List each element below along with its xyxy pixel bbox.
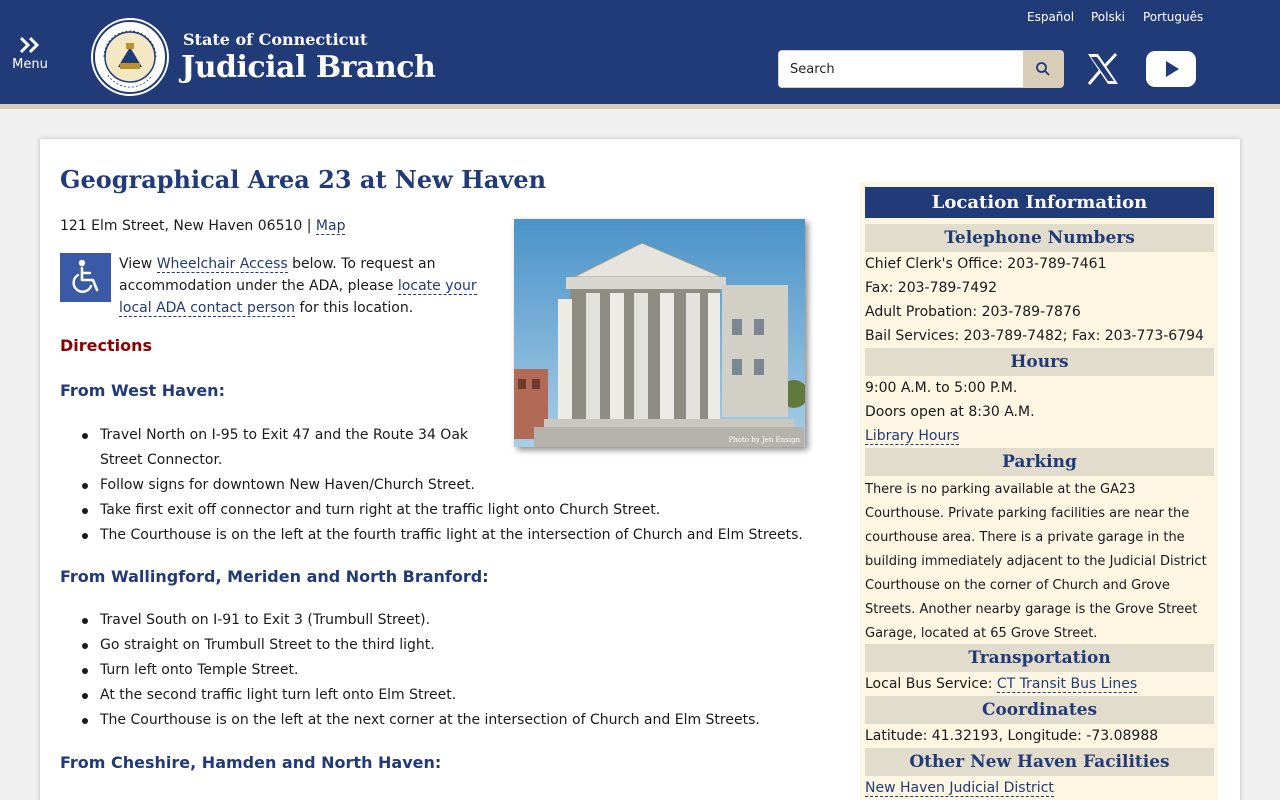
location-info-title: Location Information	[865, 187, 1214, 218]
hours-heading: Hours	[865, 348, 1214, 376]
youtube-icon[interactable]	[1146, 51, 1196, 87]
route-step: Take first exit off connector and turn right at the traffic light onto Church Street.	[60, 498, 820, 523]
parking-heading: Parking	[865, 448, 1214, 476]
ada-view-text: View	[119, 256, 153, 272]
route-step: Go straight on Trumbull Street to the third light.	[60, 633, 820, 658]
photo-credit: Photo by Jen Ensign	[728, 436, 800, 444]
library-hours-link[interactable]: Library Hours	[865, 428, 960, 444]
search-button[interactable]	[1023, 51, 1063, 87]
address-text: 121 Elm Street, New Haven 06510 |	[60, 218, 312, 234]
ada-end-text: for this location.	[299, 300, 414, 316]
lang-portugues-link[interactable]: Português	[1143, 10, 1204, 24]
courthouse-photo	[514, 219, 805, 447]
route-steps	[60, 423, 500, 473]
ada-mid-text: below. To request an accommodation under the ADA, please	[119, 256, 436, 294]
double-chevron-right-icon	[10, 34, 50, 56]
header-stripe	[0, 104, 1280, 109]
bus-service-label: Local Bus Service:	[865, 676, 993, 692]
search-box	[778, 50, 1064, 88]
brand-subtitle[interactable]: State of Connecticut	[183, 30, 368, 49]
phone-line: Bail Services: 203-789-7482; Fax: 203-773-6794	[865, 328, 1204, 344]
library-hours-line	[865, 428, 959, 444]
telephone-heading: Telephone Numbers	[865, 224, 1214, 252]
transportation-line	[865, 676, 1137, 692]
menu-button[interactable]	[10, 34, 50, 76]
other-facilities-heading: Other New Haven Facilities	[865, 748, 1214, 776]
map-link[interactable]: Map	[315, 218, 346, 234]
coordinates-heading: Coordinates	[865, 696, 1214, 724]
x-icon[interactable]	[1085, 52, 1121, 86]
route-heading: From Wallingford, Meriden and North Branford:	[60, 567, 489, 586]
ada-contact-link[interactable]: locate your local ADA contact person	[119, 278, 477, 316]
page-title: Geographical Area 23 at New Haven	[60, 165, 547, 194]
state-seal-logo[interactable]	[90, 17, 170, 97]
directions-heading: Directions	[60, 336, 153, 355]
parking-text: There is no parking available at the GA23 Courthouse. Private parking facilities are near the courthouse area. There is a private garage in the building immediately adjacent to the Judicial District Courthouse on the corner of Church and Grove Streets. Another nearby garage is the Grove Street Garage, located at 65 Grove Street.	[865, 482, 1207, 641]
brand-title[interactable]: Judicial Branch	[181, 50, 436, 85]
menu-label: Menu	[12, 57, 48, 72]
transportation-heading: Transportation	[865, 644, 1214, 672]
search-icon	[1035, 61, 1051, 77]
other-facilities-line	[865, 780, 1054, 796]
route-step: Turn left onto Temple Street.	[60, 658, 820, 683]
route-heading: From West Haven:	[60, 381, 225, 400]
hours-line: 9:00 A.M. to 5:00 P.M.	[865, 380, 1018, 396]
wheelchair-icon	[60, 253, 111, 302]
phone-line: Chief Clerk's Office: 203-789-7461	[865, 256, 1107, 272]
route-step: The Courthouse is on the left at the next corner at the intersection of Church and Elm Streets.	[60, 708, 820, 733]
route-step: Follow signs for downtown New Haven/Church Street.	[60, 473, 820, 498]
coordinates-text: Latitude: 41.32193, Longitude: -73.08988	[865, 728, 1159, 744]
ada-notice	[119, 253, 509, 319]
route-step: Travel South on I-91 to Exit 3 (Trumbull Street).	[60, 608, 820, 633]
search-input[interactable]	[779, 51, 1025, 87]
route-step: At the second traffic light turn left onto Elm Street.	[60, 683, 820, 708]
new-haven-jd-link[interactable]: New Haven Judicial District	[865, 780, 1054, 796]
wheelchair-access-link[interactable]: Wheelchair Access	[156, 256, 288, 272]
hours-line: Doors open at 8:30 A.M.	[865, 404, 1035, 420]
lang-espanol-link[interactable]: Español	[1027, 10, 1075, 24]
route-heading: From Cheshire, Hamden and North Haven:	[60, 753, 442, 772]
route-step: Travel North on I-95 to Exit 47 and the Route 34 Oak Street Connector.	[60, 423, 500, 473]
route-step: The Courthouse is on the left at the fourth traffic light at the intersection of Church and Elm Streets.	[60, 523, 820, 548]
ct-transit-link[interactable]: CT Transit Bus Lines	[996, 676, 1138, 692]
phone-line: Fax: 203-789-7492	[865, 280, 997, 296]
route-steps	[60, 608, 820, 733]
address-line	[60, 218, 345, 234]
route-steps	[60, 473, 820, 548]
lang-polski-link[interactable]: Polski	[1091, 10, 1126, 24]
phone-line: Adult Probation: 203-789-7876	[865, 304, 1081, 320]
